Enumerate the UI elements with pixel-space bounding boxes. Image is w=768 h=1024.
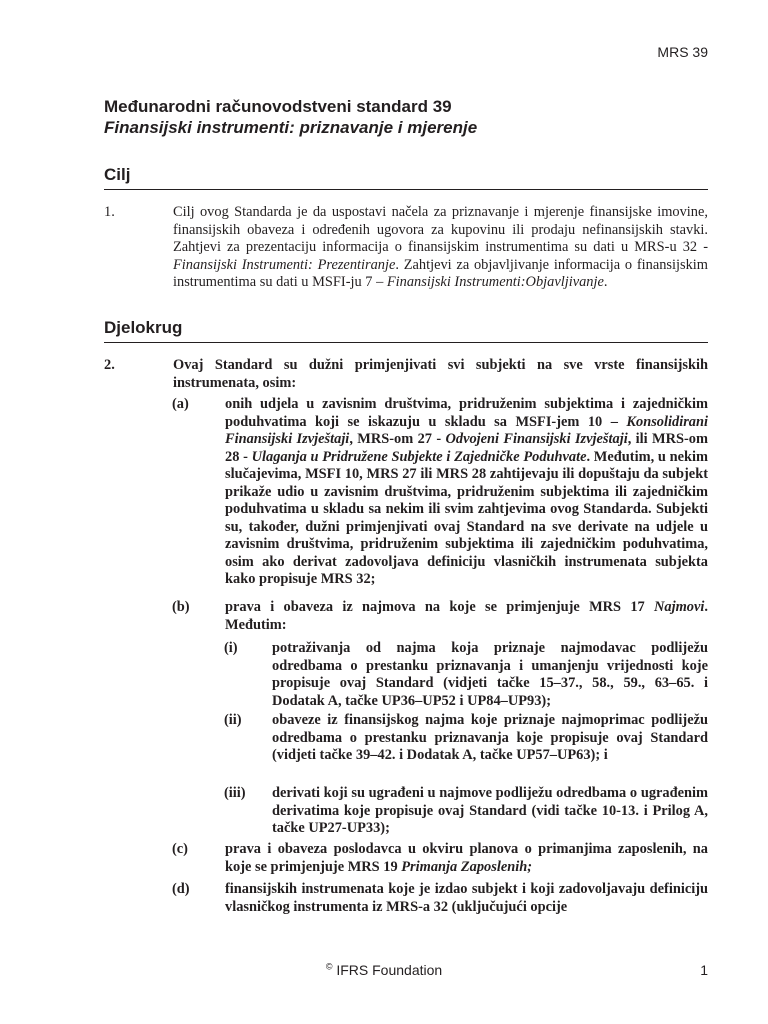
standard-reference: Konsolidirani Finansijski Izvještaji: [225, 413, 708, 447]
sub-item-i: [224, 640, 708, 710]
standard-reference: Finansijski Instrumenti: Prezentiranje: [173, 256, 396, 273]
list-item-a: [172, 396, 708, 589]
section-label: Cilj: [104, 165, 131, 184]
running-head: MRS 39: [657, 44, 708, 60]
standard-reference: Primanja Zaposlenih;: [401, 858, 532, 875]
text-run: prava i obaveza iz najmova na koje se primjenjuje MRS 17: [225, 599, 655, 615]
list-item-text: potraživanja od najma koja priznaje najmodavac podliježu odredbama o prestanku priznavanja i umanjenju vrijednosti koje propisuje ovaj Standard (vidjeti tačke 15–37., 58., 59., 63–65. i Dodatak A, tačke UP36–UP52 i UP84–UP93);: [272, 640, 708, 709]
list-item-text: finansijskih instrumenata koje je izdao subjekt i koji zadovoljavaju definiciju vlasničkog instrumenta iz MRS-a 32 (uključujući opcije: [225, 881, 708, 915]
text-run: , MRS-om 27 -: [349, 431, 446, 447]
list-marker: (ii): [224, 712, 242, 728]
list-marker: (d): [172, 881, 190, 897]
text-run: . Međutim:: [225, 599, 708, 633]
list-item-text: obaveze iz finansijskog najma koje priznaje najmoprimac podliježu odredbama o prestanku priznavanja koje propisuje ovaj Standard (vidjeti tačke 39–42. i Dodatak A, tačke UP57–UP63); i: [272, 712, 708, 763]
section-divider: [104, 342, 708, 343]
list-marker: (a): [172, 396, 189, 412]
list-marker: (i): [224, 640, 238, 656]
text-run: onih udjela u zavisnim društvima, pridruženim subjektima i zajedničkim poduhvatima koji se iskazuju u skladu sa MSFI-jem 10 –: [225, 396, 708, 430]
text-run: prava i obaveza poslodavca u okviru planova o primanjima zaposlenih, na koje se primjenjuje MRS 19: [225, 841, 708, 875]
paragraph-1: [104, 204, 708, 292]
title-block: [104, 96, 708, 138]
list-item-text: [225, 396, 708, 589]
text-run: . Međutim, u nekim slučajevima, MSFI 10, MRS 27 ili MRS 28 zahtijevaju ili dopuštaju da subjekt prikaže udio u zavisnim društvima, pridruženim subjektima ili zajedničkim poduhvatima u skladu sa nekim ili svim zahtjevima ovog Standarda. Subjekti su, također, dužni primjenjivati ovaj Standard na sve derivate na udjele u zavisnim društvima, pridruženim subjektima ili zajedničkim poduhvatima, osim ako derivat zadovoljava definiciju vlasničkih instrumenata subjekta kako propisuje MRS 32;: [225, 448, 708, 587]
paragraph-number: 1.: [104, 204, 115, 220]
paragraph-text: Ovaj Standard su dužni primjenjivati svi subjekti na sve vrste finansijskih instrumenata, osim:: [173, 357, 708, 391]
standard-reference: Odvojeni Finansijski Izvještaji: [445, 431, 628, 447]
list-item-b: [172, 599, 708, 634]
text-run: . Zahtjevi za objavljivanje informacija o finansijskim instrumentima su dati u MSFI-ju 7 –: [173, 256, 708, 290]
text-run: Cilj ovog Standarda je da uspostavi načela za priznavanje i mjerenje finansijske imovine, finansijskih obaveza i određenih ugovora za kupovinu ili prodaju nefinansijskih stavki. Zahtjevi za prezentaciju informacija o finansijskim instrumentima su dati u MRS-u 32 -: [173, 204, 708, 255]
list-marker: (b): [172, 599, 190, 615]
section-label: Djelokrug: [104, 318, 183, 337]
list-item-c: [172, 841, 708, 876]
list-item-text: [225, 841, 708, 876]
list-item-d: [172, 881, 708, 916]
standard-title: Međunarodni računovodstveni standard 39: [104, 97, 452, 116]
footer-copyright: [0, 962, 768, 978]
page-number: 1: [700, 962, 708, 978]
paragraph-2: [104, 357, 708, 392]
list-marker: (c): [172, 841, 188, 857]
text-run: .: [603, 274, 608, 290]
paragraph-number: 2.: [104, 357, 115, 373]
section-heading-djelokrug: [104, 318, 708, 343]
text-run: , ili MRS-om 28 -: [225, 431, 708, 465]
list-marker: (iii): [224, 785, 246, 801]
copyright-symbol: ©: [325, 961, 333, 972]
section-divider: [104, 189, 708, 190]
standard-reference: Najmovi: [654, 599, 705, 615]
standard-subtitle: Finansijski instrumenti: priznavanje i mjerenje: [104, 118, 478, 137]
list-item-text: derivati koji su ugrađeni u najmove podliježu odredbama o ugrađenim derivatima koje propisuje ovaj Standard (vidi tačke 10-13. i Prilog A, tačke UP27-UP33);: [272, 785, 708, 836]
list-item-text: [225, 599, 708, 634]
sub-item-iii: [224, 785, 708, 838]
section-heading-cilj: [104, 165, 708, 190]
standard-reference: Ulaganja u Pridružene Subjekte i Zajedničke Poduhvate: [251, 448, 587, 465]
standard-reference: Finansijski Instrumenti:Objavljivanje: [386, 274, 604, 290]
paragraph-text: [173, 204, 708, 292]
sub-item-ii: [224, 712, 708, 765]
footer-foundation: IFRS Foundation: [336, 962, 443, 978]
